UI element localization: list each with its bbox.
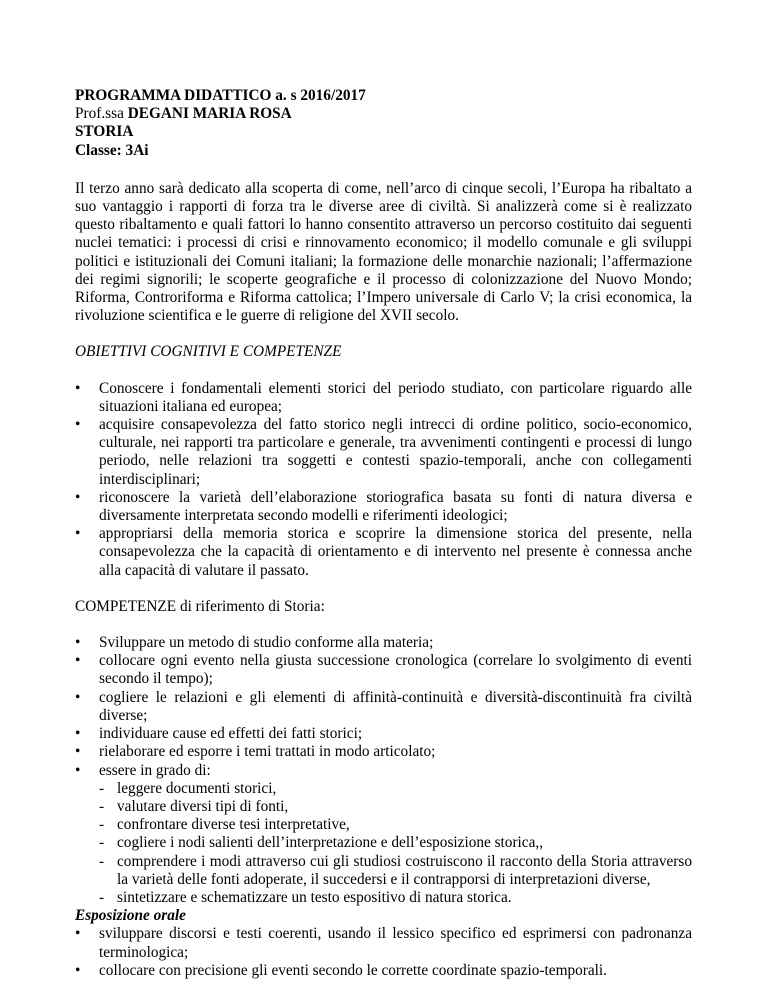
objectives-list: [75, 380, 692, 580]
list-item: • collocare con precisione gli eventi secondo le corrette coordinate spazio-temporali.: [75, 962, 692, 980]
list-item: • rielaborare ed esporre i temi trattati in modo articolato;: [75, 743, 692, 761]
list-item: • acquisire consapevolezza del fatto storico negli intrecci di ordine politico, socio-economico, culturale, nei rapporti tra particolare e generale, tra avvenimenti contingenti e processi di lungo periodo, nelle relazioni tra soggetti e contesti spazio-temporali, anche con collegamenti interdisciplinari;: [75, 416, 692, 489]
competences-list: [75, 634, 692, 907]
objectives-title: OBIETTIVI COGNITIVI E COMPETENZE: [75, 343, 342, 361]
sub-list-item: - confrontare diverse tesi interpretative,: [99, 816, 692, 834]
competences-title: COMPETENZE di riferimento di Storia:: [75, 597, 325, 615]
program-title: PROGRAMMA DIDATTICO a. s 2016/2017: [75, 87, 366, 104]
list-item: [75, 762, 692, 908]
sub-list-item: - comprendere i modi attraverso cui gli studiosi costruiscono il racconto della Storia attraverso la varietà delle fonti adoperate, il succedersi e il contrapporsi di interpretazioni diverse,: [99, 853, 692, 889]
list-item: • Conoscere i fondamentali elementi storici del periodo studiato, con particolare riguardo alle situazioni italiana ed europea;: [75, 380, 692, 416]
list-item: • riconoscere la varietà dell’elaborazione storiografica basata su fonti di natura diversa e diversamente interpretata secondo modelli e riferimenti ideologici;: [75, 489, 692, 525]
list-item: • cogliere le relazioni e gli elementi di affinità-continuità e diversità-discontinuità fra civiltà diverse;: [75, 689, 692, 725]
list-item: • appropriarsi della memoria storica e scoprire la dimensione storica del presente, nella consapevolezza che la capacità di orientamento e di intervento nel presente è connessa anche alla capacità di valutare il passato.: [75, 525, 692, 580]
sub-list-item: - valutare diversi tipi di fonti,: [99, 798, 692, 816]
teacher-line: [75, 105, 692, 123]
class-label: Classe: 3Ai: [75, 141, 149, 159]
list-item: • individuare cause ed effetti dei fatti storici;: [75, 725, 692, 743]
teacher-prefix: Prof.ssa: [75, 105, 128, 123]
intro-paragraph: Il terzo anno sarà dedicato alla scoperta di come, nell’arco di cinque secoli, l’Europa ha ribaltato a suo vantaggio i rapporti di forza tra le diverse aree di civiltà. Si analizzerà come si è realizzato questo ribaltamento e quali fattori lo hanno consentito attraverso un percorso costituito dai seguenti nuclei tematici: i processi di crisi e rinnovamento economico; il modello comunale e gli sviluppi politici e istituzionali dei Comuni italiani; la formazione delle monarchie nazionali; l’affermazione dei regimi signorili; le scoperte geografiche e il processo di colonizzazione del Nuovo Mondo; Riforma, Controriforma e Riforma cattolica; l’Impero universale di Carlo V; la crisi economica, la rivoluzione scientifica e le guerre di religione del XVII secolo.: [75, 179, 692, 325]
list-item: • sviluppare discorsi e testi coerenti, usando il lessico specifico ed esprimersi con padronanza terminologica;: [75, 925, 692, 961]
sub-list-item: - cogliere i nodi salienti dell’interpretazione e dell’esposizione storica,,: [99, 834, 692, 852]
document-page: [75, 87, 692, 980]
list-item-label: essere in grado di:: [99, 761, 211, 779]
teacher-name: DEGANI MARIA ROSA: [127, 105, 292, 123]
subject-title: STORIA: [75, 123, 134, 141]
sub-list-item: - leggere documenti storici,: [99, 780, 692, 798]
sub-list: [99, 780, 692, 907]
sub-list-item: - sintetizzare e schematizzare un testo espositivo di natura storica.: [99, 889, 692, 907]
oral-exposition-title: Esposizione orale: [75, 907, 186, 925]
oral-list: [75, 925, 692, 980]
list-item: • Sviluppare un metodo di studio conforme alla materia;: [75, 634, 692, 652]
list-item: • collocare ogni evento nella giusta successione cronologica (correlare lo svolgimento di eventi secondo il tempo);: [75, 652, 692, 688]
